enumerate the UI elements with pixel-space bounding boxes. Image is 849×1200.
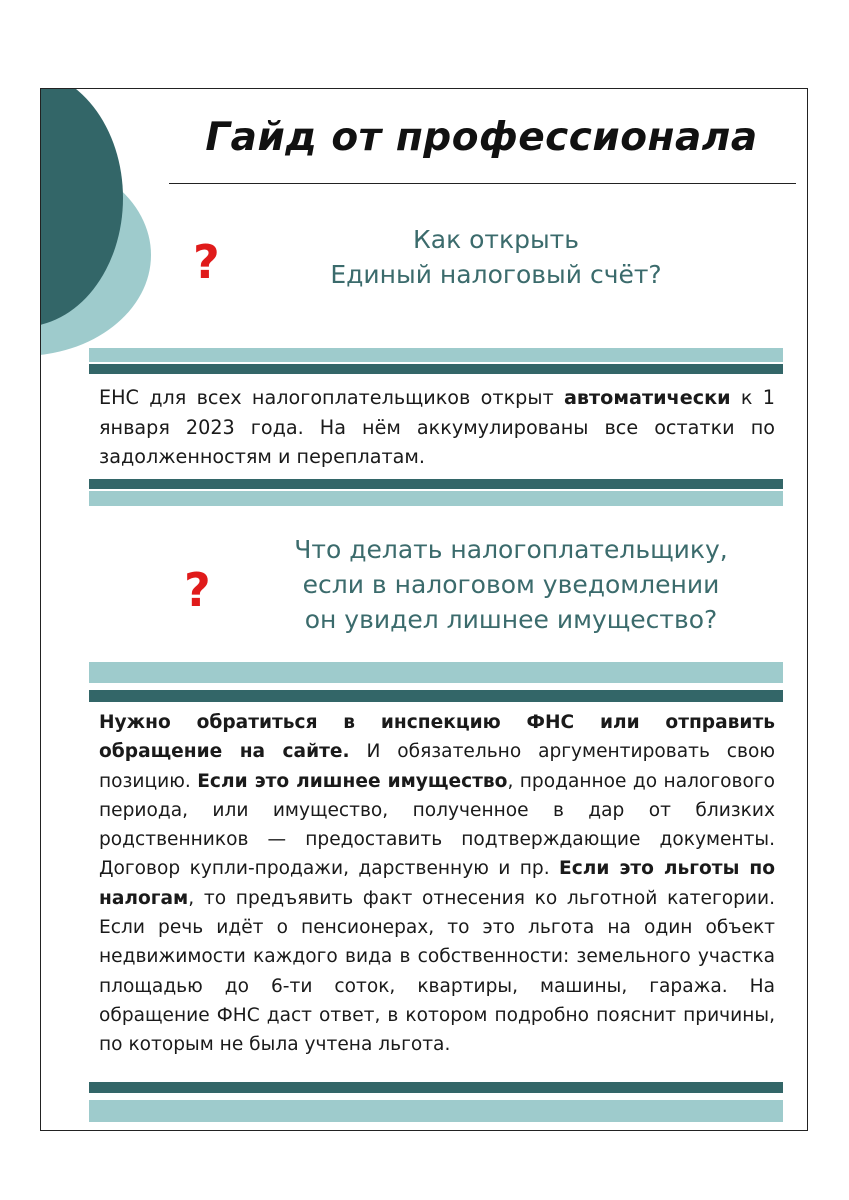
divider-band-dark <box>89 479 783 489</box>
answer-1 <box>99 383 775 472</box>
answer-text: , проданное до налогового периода, или имущество, полученное в дар от близких родственников — предоставить подтверждающие документы. Договор купли-продажи, дарственную и пр. <box>99 770 775 880</box>
divider-band-light <box>89 662 783 683</box>
divider-band-light <box>89 491 783 506</box>
question-2-line-2: если в налоговом уведомлении <box>302 570 720 599</box>
question-mark-icon: ? <box>184 563 211 617</box>
divider-band-dark <box>89 1082 783 1093</box>
divider-band-light <box>89 1100 783 1122</box>
divider-band-dark <box>89 364 783 374</box>
divider-band-dark <box>89 690 783 702</box>
divider-band-light <box>89 348 783 362</box>
question-1-line-1: Как открыть <box>413 225 579 254</box>
answer-text-bold: Если это лишнее имущество <box>197 770 508 792</box>
answer-text-bold: Если это льготы по налогам <box>99 858 775 909</box>
answer-text-bold: автоматически <box>563 386 731 409</box>
question-2 <box>241 532 781 637</box>
answer-2 <box>99 708 775 1060</box>
answer-text-bold: Нужно обратиться в инспекцию ФНС или отправить обращение на сайте. <box>99 712 775 763</box>
question-1-line-2: Единый налоговый счёт? <box>330 260 662 289</box>
title-divider <box>169 183 796 184</box>
answer-text: ЕНС для всех налогоплательщиков открыт <box>99 386 564 409</box>
question-mark-icon: ? <box>193 235 220 289</box>
question-1 <box>271 222 721 292</box>
answer-text: , то предъявить факт отнесения ко льготной категории. Если речь идёт о пенсионерах, то это льгота на один объект недвижимости каждого вида в собственности: земельного участка площадью до 6-ти соток, квартиры, машины, гаража. На обращение ФНС даст ответ, в котором подробно пояснит причины, по которым не была учтена льгота. <box>99 887 775 1056</box>
answer-text: И обязательно аргументировать свою позицию. <box>99 741 776 792</box>
question-2-line-1: Что делать налогоплательщику, <box>294 535 728 564</box>
answer-text: к 1 января 2023 года. На нём аккумулированы все остатки по задолженностям и переплатам. <box>99 386 775 468</box>
page-title: Гайд от профессионала <box>205 115 758 160</box>
question-2-line-3: он увидел лишнее имущество? <box>304 605 718 634</box>
guide-card <box>40 88 808 1131</box>
